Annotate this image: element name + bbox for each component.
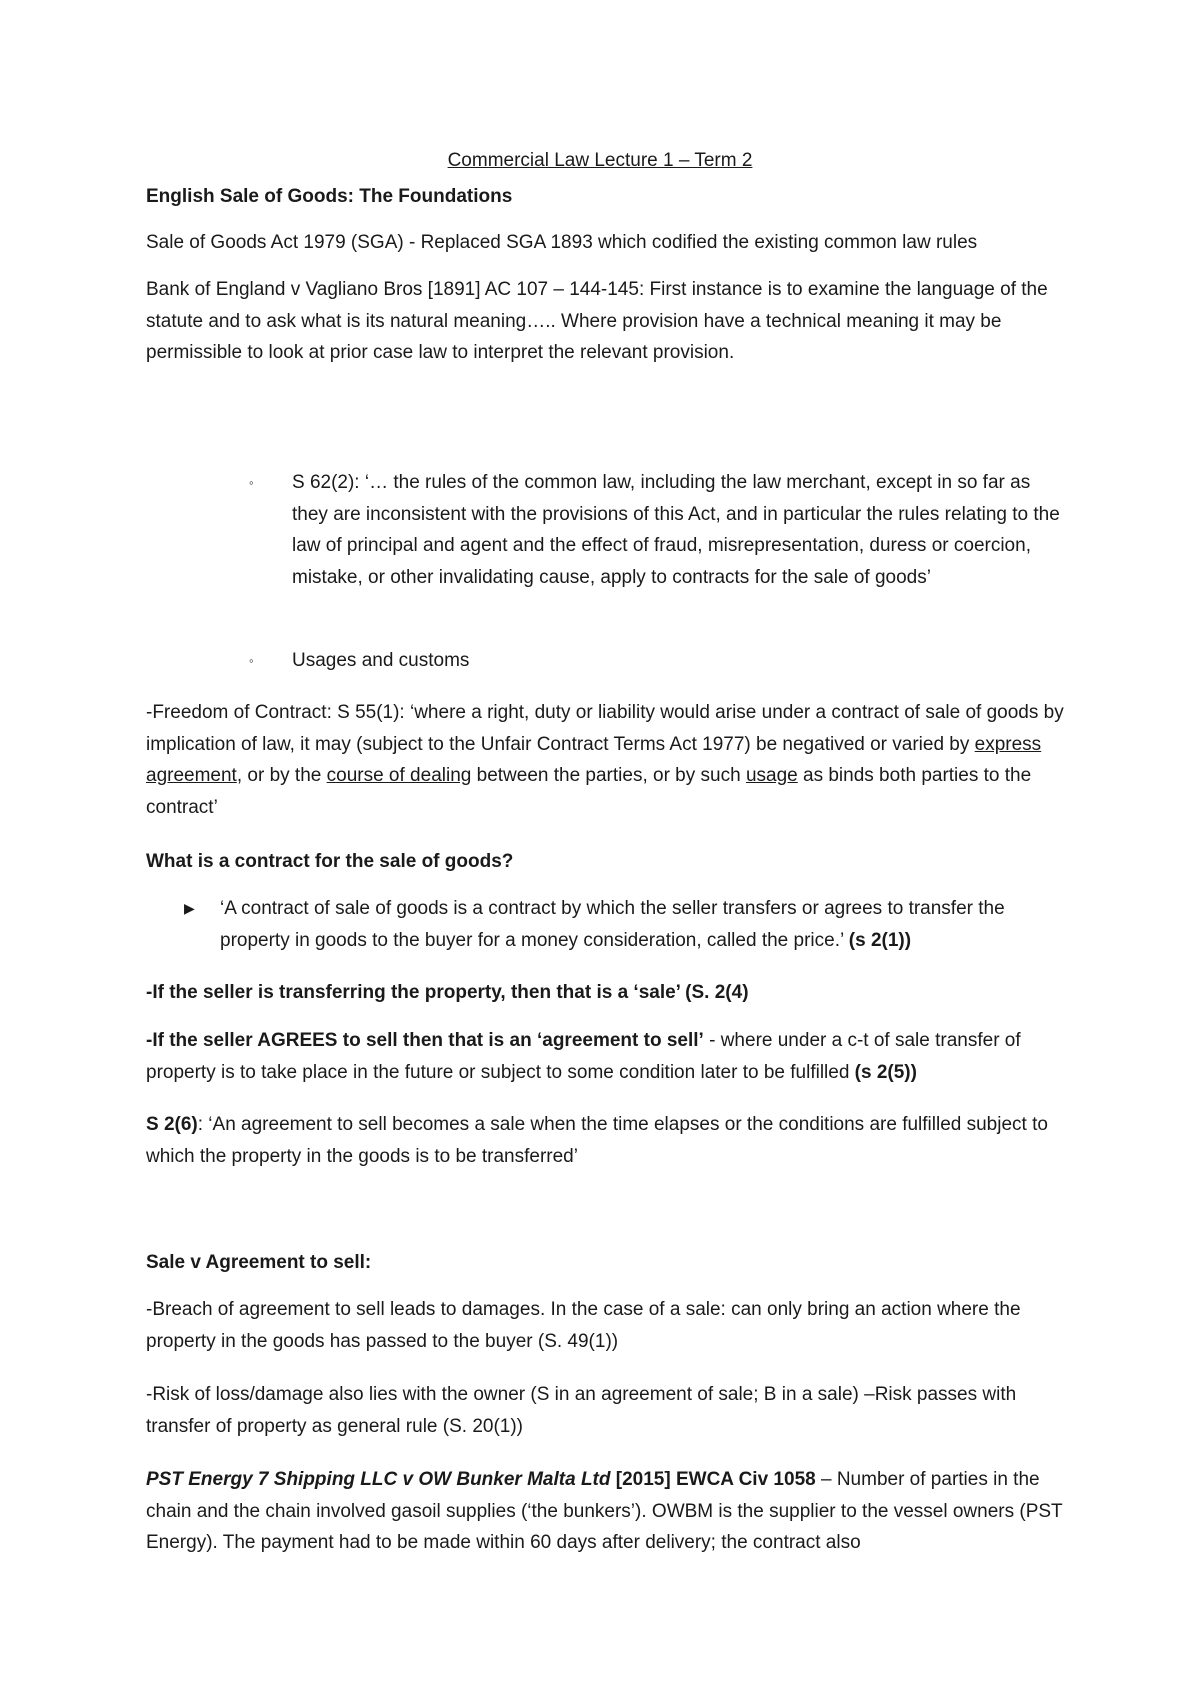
paragraph-vagliano: Bank of England v Vagliano Bros [1891] AC 107 – 144-145: First instance is to examine the language of the statute and to ask what is its natural meaning….. Where provision have a technical meaning it may be permissible to look at prior case law to interpret the relevant provision.	[146, 279, 1048, 363]
bullet-text: Usages and customs	[292, 650, 470, 671]
underlined-course-of-dealing: course of dealing	[326, 765, 472, 786]
heading-foundations: English Sale of Goods: The Foundations	[146, 186, 513, 207]
bold-run: S 2(6)	[146, 1114, 198, 1135]
text-run: -Freedom of Contract: S 55(1): ‘where a right, duty or liability would arise under a contract of sale of goods by implication of law, it may (subject to the Unfair Contract Terms Act 1977) be negatived or varied by	[146, 702, 1064, 755]
text-run: , or by the	[236, 765, 327, 786]
bullet-item-usages	[250, 645, 1070, 677]
paragraph-pst-energy	[146, 1464, 1066, 1559]
bold-run: -If the seller AGREES to sell then that is an ‘agreement to sell’	[146, 1030, 704, 1051]
paragraph-s26	[146, 1109, 1066, 1172]
paragraph-risk: -Risk of loss/damage also lies with the owner (S in an agreement of sale; B in a sale) –Risk passes with transfer of property as general rule (S. 20(1))	[146, 1384, 1017, 1437]
case-citation: [2015] EWCA Civ 1058	[610, 1469, 816, 1490]
paragraph-freedom-of-contract	[146, 697, 1066, 823]
paragraph-sga: Sale of Goods Act 1979 (SGA) - Replaced SGA 1893 which codified the existing common law rules	[146, 232, 978, 253]
bullet-icon: ◦	[249, 653, 254, 668]
text-run: ‘A contract of sale of goods is a contract by which the seller transfers or agrees to transfer the property in goods to the buyer for a money consideration, called the price.’	[220, 898, 1005, 951]
bullet-item-s62	[250, 467, 1070, 593]
heading-sale-v-agreement: Sale v Agreement to sell:	[146, 1252, 372, 1273]
paragraph-seller-transferring: -If the seller is transferring the property, then that is a ‘sale’ (S. 2(4)	[146, 982, 749, 1003]
text-run: as binds both parties to the contract’	[146, 765, 1032, 818]
text-run: – Number of parties in the chain and the chain involved gasoil supplies (‘the bunkers’). OWBM is the supplier to the vessel owners (PST Energy). The payment had to be made within 60 days after delivery; the contract also	[146, 1469, 1063, 1553]
text-run: - where under a c-t of sale transfer of property is to take place in the future or subject to some condition later to be fulfilled	[146, 1030, 1021, 1083]
heading-what-is-contract: What is a contract for the sale of goods?	[146, 851, 514, 872]
section-reference: (s 2(5))	[854, 1061, 917, 1083]
case-name: PST Energy 7 Shipping LLC v OW Bunker Malta Ltd	[146, 1469, 611, 1490]
arrow-item-definition	[184, 893, 1064, 956]
text-run: between the parties, or by such	[471, 765, 746, 786]
arrow-bullet-icon: ▶	[184, 900, 195, 916]
bullet-text: S 62(2): ‘… the rules of the common law, including the law merchant, except in so far as they are inconsistent with the provisions of this Act, and in particular the rules relating to the law of principal and agent and the effect of fraud, misrepresentation, duress or coercion, mistake, or other invalidating cause, apply to contracts for the sale of goods’	[292, 472, 1060, 588]
document-title: Commercial Law Lecture 1 – Term 2	[447, 150, 753, 171]
underlined-usage: usage	[745, 765, 798, 786]
paragraph-breach: -Breach of agreement to sell leads to damages. In the case of a sale: can only bring an action where the property in the goods has passed to the buyer (S. 49(1))	[146, 1299, 1021, 1352]
underlined-express-agreement: express agreement	[146, 733, 1042, 786]
section-reference: (s 2(1))	[848, 929, 912, 951]
paragraph-seller-agrees	[146, 1025, 1066, 1088]
bullet-icon: ◦	[249, 475, 254, 490]
arrow-item-text	[220, 893, 1064, 956]
text-run: : ‘An agreement to sell becomes a sale when the time elapses or the conditions are fulfilled subject to which the property in the goods is to be transferred’	[146, 1114, 1048, 1167]
